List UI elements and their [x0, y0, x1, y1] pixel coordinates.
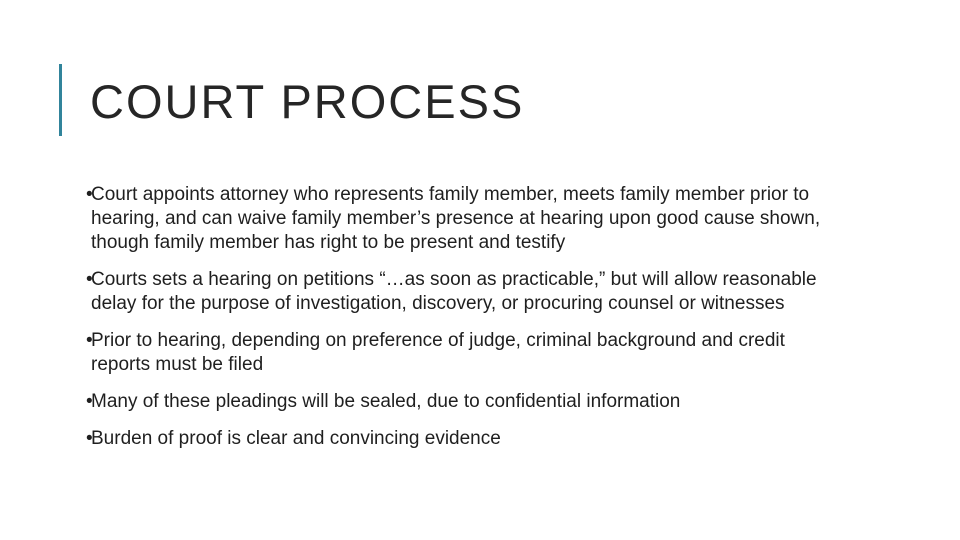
slide-title: COURT PROCESS — [90, 75, 525, 128]
bullet-icon: • — [86, 330, 93, 351]
bullet-item — [86, 183, 846, 255]
bullet-icon: • — [86, 269, 93, 290]
bullet-item — [86, 268, 846, 316]
bullet-text: Prior to hearing, depending on preference of judge, criminal background and credit reports must be filed — [91, 330, 785, 375]
bullet-text: Court appoints attorney who represents family member, meets family member prior to hearing, and can waive family member’s presence at hearing upon good cause shown, though family member has right to be present and testify — [91, 184, 821, 253]
bullet-icon: • — [86, 391, 93, 412]
bullet-list — [86, 183, 846, 464]
bullet-text: Courts sets a hearing on petitions “…as soon as practicable,” but will allow reasonable delay for the purpose of investigation, discovery, or procuring counsel or witnesses — [91, 269, 817, 314]
bullet-text: Burden of proof is clear and convincing evidence — [91, 428, 501, 449]
bullet-item — [86, 427, 846, 451]
bullet-text: Many of these pleadings will be sealed, due to confidential information — [91, 391, 681, 412]
bullet-item — [86, 390, 846, 414]
bullet-item — [86, 329, 846, 377]
title-accent-bar — [59, 64, 62, 136]
bullet-icon: • — [86, 184, 93, 205]
bullet-icon: • — [86, 428, 93, 449]
